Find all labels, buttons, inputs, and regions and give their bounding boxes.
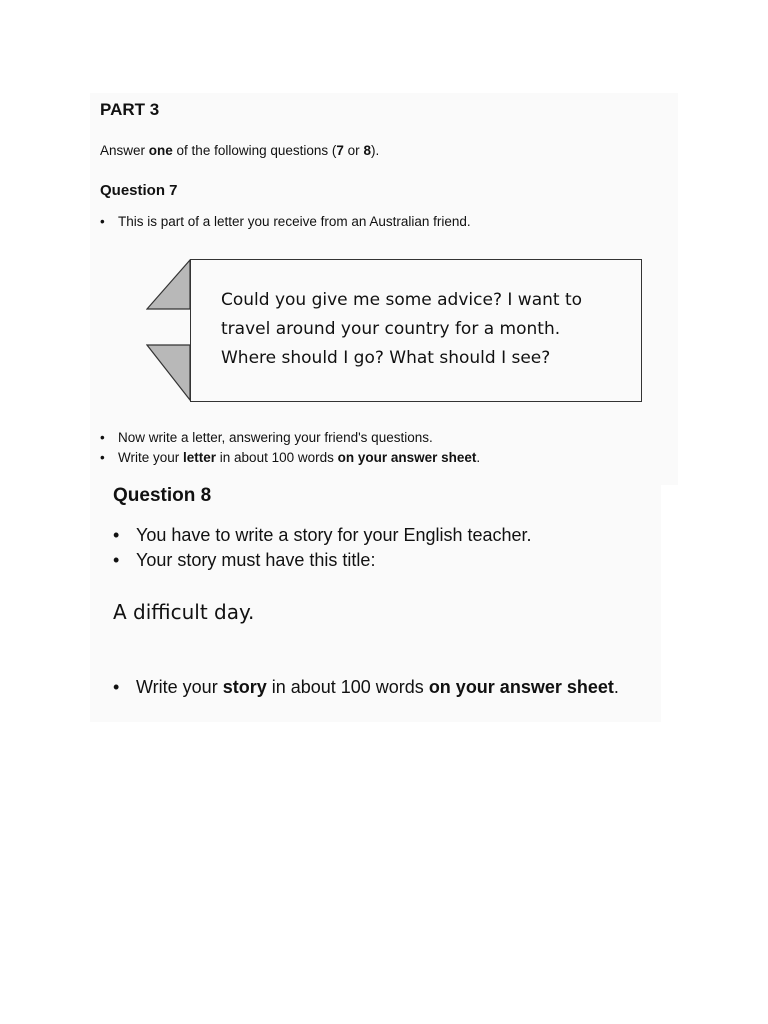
- task2-bold-letter: letter: [183, 450, 217, 465]
- letter-arrow-icon: [146, 259, 194, 402]
- bullet-dot: •: [113, 525, 120, 545]
- letter-line-3: Where should I go? What should I see?: [221, 348, 551, 368]
- task2-middle: in about 100 words: [216, 450, 338, 465]
- letter-excerpt-box: [190, 259, 642, 402]
- question8-bullet1-text: You have to write a story for your English teacher.: [136, 525, 532, 545]
- instruction-before: Answer: [100, 143, 149, 158]
- instruction-text: [100, 143, 379, 158]
- question7-task2: [100, 450, 480, 465]
- q8-task-bold-answer-sheet: on your answer sheet: [428, 677, 614, 697]
- question8-bullet2-text: Your story must have this title:: [136, 550, 376, 570]
- letter-excerpt-text: [221, 286, 582, 373]
- q8-task-before: Write your: [136, 677, 223, 697]
- bullet-dot: •: [100, 450, 105, 465]
- part-title: PART 3: [100, 100, 160, 119]
- bullet-dot: •: [100, 430, 105, 445]
- letter-line-1: Could you give me some advice? I want to: [221, 290, 583, 310]
- q8-task-middle: in about 100 words: [266, 677, 429, 697]
- question7-title: Question 7: [100, 182, 178, 199]
- question8-task: [113, 677, 619, 698]
- task2-before: Write your: [118, 450, 184, 465]
- instruction-one: one: [148, 143, 173, 158]
- instruction-middle: of the following questions (: [172, 143, 337, 158]
- bullet-dot: •: [113, 550, 120, 570]
- task2-after: .: [476, 450, 481, 465]
- bullet-dot: •: [100, 214, 105, 229]
- letter-line-2: travel around your country for a month.: [221, 319, 561, 339]
- question8-bullet1: [113, 525, 532, 546]
- arrow-lower-flap: [147, 345, 190, 400]
- q8-task-bold-story: story: [222, 677, 267, 697]
- arrow-upper-flap: [147, 260, 190, 309]
- question7-intro: [100, 214, 471, 229]
- instruction-or: or: [343, 143, 364, 158]
- q8-task-after: .: [613, 677, 619, 697]
- bullet-dot: •: [113, 677, 120, 697]
- question7-task1: [100, 430, 433, 445]
- question7-task1-text: Now write a letter, answering your friend's questions.: [118, 430, 433, 445]
- story-title: A difficult day.: [113, 600, 255, 624]
- instruction-seven: 7: [336, 143, 344, 158]
- instruction-after: ).: [370, 143, 380, 158]
- task2-bold-answer-sheet: on your answer sheet: [337, 450, 477, 465]
- question8-bullet2: [113, 550, 375, 571]
- question7-intro-text: This is part of a letter you receive from an Australian friend.: [118, 214, 471, 229]
- instruction-eight: 8: [363, 143, 371, 158]
- question8-title: Question 8: [113, 485, 212, 506]
